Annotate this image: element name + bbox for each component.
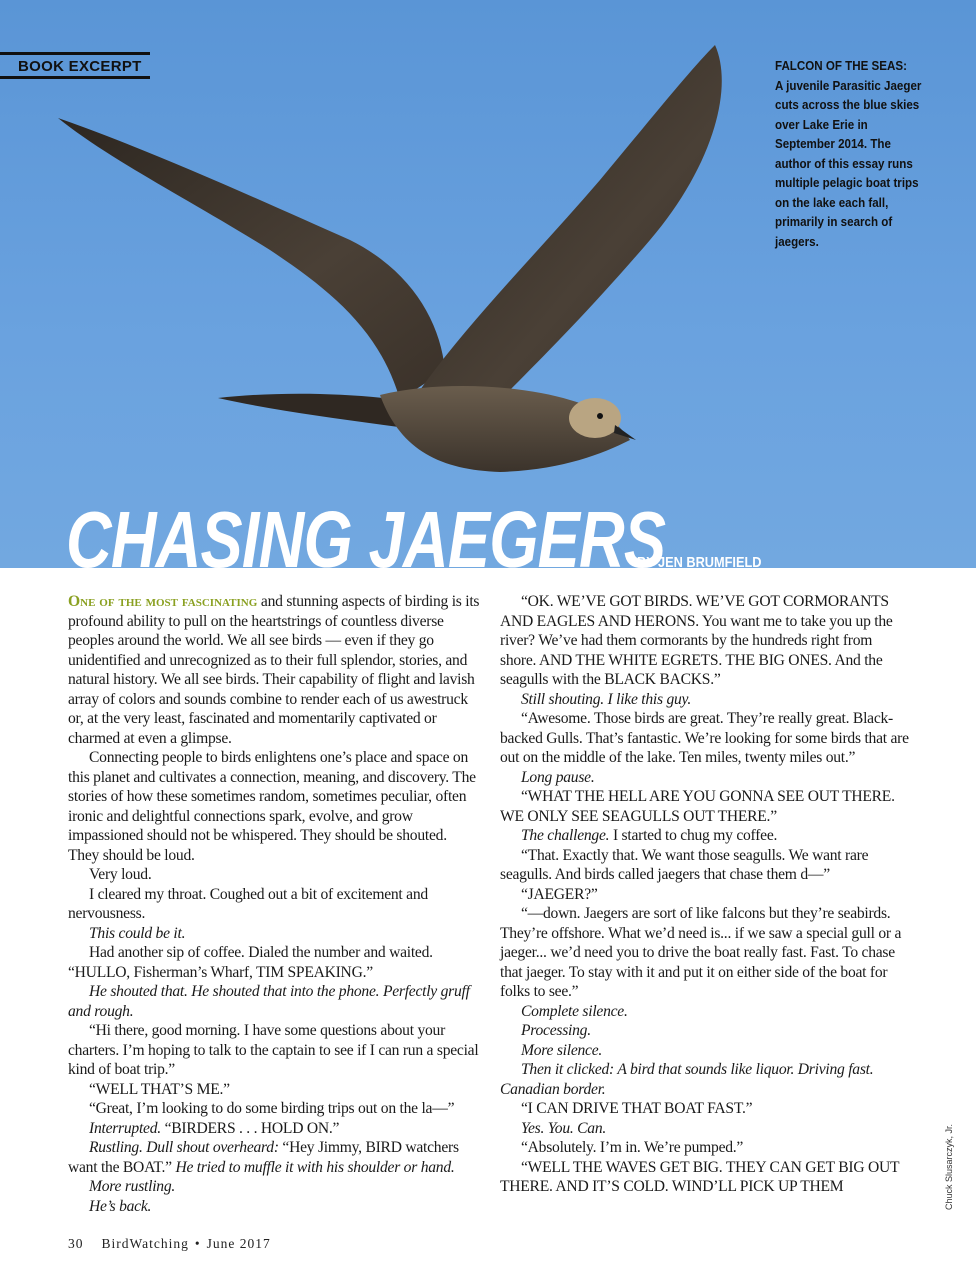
italic-text: Yes. You. Can. — [521, 1119, 607, 1137]
italic-text: More rustling. — [89, 1178, 176, 1195]
caption-body: A juvenile Parasitic Jaeger cuts across the blue skies over Lake Erie in September 2014. The author of this essay runs multiple pelagic boat trips on the lake each fall, primarily in search of jaegers. — [775, 78, 922, 249]
hero-photo — [0, 0, 976, 568]
article-paragraph — [68, 1099, 480, 1119]
article-paragraph — [500, 1138, 910, 1158]
body-text: “WELL THAT’S ME.” — [89, 1080, 230, 1098]
article-title: CHASING JAEGERS — [66, 495, 666, 568]
article-paragraph — [68, 865, 480, 885]
article-paragraph — [500, 904, 910, 1002]
body-text: “Hey Jimmy, BIRD watchers want the BOAT.” — [68, 1139, 459, 1176]
body-text: I cleared my throat. Coughed out a bit of excitement and nervousness. — [68, 885, 428, 922]
article-paragraph — [500, 1002, 910, 1022]
issue-date: June 2017 — [206, 1236, 271, 1251]
body-text: “WHAT THE HELL ARE YOU GONNA SEE OUT THERE. WE ONLY SEE SEAGULLS OUT THERE.” — [500, 788, 895, 825]
article-paragraph — [68, 1177, 480, 1197]
italic-text: Complete silence. — [521, 1002, 628, 1020]
italic-text: This could be it. — [89, 924, 186, 942]
body-text: “I CAN DRIVE THAT BOAT FAST.” — [521, 1100, 753, 1117]
article-paragraph — [500, 885, 910, 905]
italic-text: Then it clicked: A bird that sounds like liquor. Driving fast. Canadian border. — [500, 1061, 874, 1098]
article-paragraph — [500, 1119, 910, 1139]
article-paragraph — [68, 1197, 480, 1217]
body-text: “Hi there, good morning. I have some questions about your charters. I’m hoping to talk to the captain to see if I can run a special kind of boat trip.” — [68, 1022, 479, 1078]
article-column-left — [68, 592, 480, 1216]
body-text: “WELL THE WAVES GET BIG. THEY CAN GET BIG OUT THERE. AND IT’S COLD. WIND’LL PICK UP THEM — [500, 1158, 899, 1195]
body-text: “BIRDERS . . . HOLD ON.” — [160, 1119, 340, 1137]
caption-head: FALCON OF THE SEAS: — [775, 59, 907, 73]
body-text: Very loud. — [89, 866, 152, 883]
article-paragraph — [500, 846, 910, 885]
article-paragraph — [68, 885, 480, 924]
photo-credit: Chuck Slusarczyk, Jr. — [944, 1123, 954, 1210]
article-paragraph — [68, 943, 480, 982]
article-paragraph — [500, 592, 910, 690]
section-tag: BOOK EXCERPT — [0, 52, 150, 79]
footer-separator: • — [194, 1236, 201, 1251]
page-footer — [68, 1236, 289, 1252]
photo-caption — [775, 57, 922, 252]
article-paragraph — [68, 1080, 480, 1100]
byline: BY JEN BRUMFIELD — [637, 554, 762, 568]
article-paragraph — [500, 1021, 910, 1041]
body-text: “That. Exactly that. We want those seagulls. We want rare seagulls. And birds called jaegers that chase them d—” — [500, 846, 869, 883]
italic-text: Processing. — [521, 1022, 591, 1039]
italic-text: He tried to muffle it with his shoulder or hand. — [175, 1158, 455, 1176]
body-text: “JAEGER?” — [521, 885, 598, 903]
magazine-name: BirdWatching — [101, 1236, 189, 1251]
italic-text: More silence. — [521, 1041, 603, 1059]
article-paragraph — [500, 826, 910, 846]
body-text: “OK. WE’VE GOT BIRDS. WE’VE GOT CORMORANTS AND EAGLES AND HERONS. You want me to take you up the river? We’ve had them cormorants by the hundreds right from shore. AND THE WHITE EGRETS. THE BIG ONES. And the seagulls with the BLACK BACKS.” — [500, 593, 893, 688]
italic-text: He shouted that. He shouted that into the phone. Perfectly gruff and rough. — [68, 983, 470, 1020]
italic-text: Still shouting. I like this guy. — [521, 690, 692, 708]
right-wing — [420, 45, 722, 400]
body-text: “—down. Jaegers are sort of like falcons but they’re seabirds. They’re offshore. What we’d need is... if we saw a special gull or a jaeger... we’d need you to drive the boat really fast. Fast. To chase that jaeger. To stay with it and put it on either side of the boat for folks to see.” — [500, 905, 902, 1000]
article-paragraph — [500, 768, 910, 788]
italic-text: He’s back. — [89, 1197, 152, 1215]
body-text: and stunning aspects of birding is its profound ability to pull on the heartstrings of countless diverse peoples around the world. We all see birds — even if they go unidentified and unrecognized as to their full splendor, stories, and natural history. We all see birds. Their capability of flight and lavish array of colors and sounds combine to render each of us awestruck or, at the very least, fascinated and momentarily captivated or charmed at even a glimpse. — [68, 593, 480, 747]
article-paragraph — [500, 1060, 910, 1099]
italic-text: Interrupted. — [89, 1119, 161, 1137]
body-text: “Awesome. Those birds are great. They’re really great. Black-backed Gulls. That’s fantastic. We’re looking for some birds that are out on the middle of the lake. Ten miles, twenty miles out.” — [500, 710, 909, 766]
italic-text: Long pause. — [521, 768, 595, 786]
page-number: 30 — [68, 1236, 84, 1251]
article-paragraph — [500, 690, 910, 710]
italic-text: The challenge. — [521, 827, 610, 844]
article-paragraph — [500, 787, 910, 826]
article-paragraph — [68, 1021, 480, 1080]
article-paragraph — [500, 1041, 910, 1061]
article-paragraph — [500, 709, 910, 768]
article-paragraph — [68, 1138, 480, 1177]
article-column-right — [500, 592, 910, 1197]
article-paragraph — [68, 982, 480, 1021]
body-text: Connecting people to birds enlightens one’s place and space on this planet and cultivates a connection, meaning, and discovery. The stories of how these sometimes random, sometimes peculiar, often ironic and delightful connections spark, evolve, and grow impassioned should not be whispered. They should be shouted. They should be loud. — [68, 749, 476, 864]
body-text: “Absolutely. I’m in. We’re pumped.” — [521, 1139, 744, 1156]
body-text: “Great, I’m looking to do some birding trips out on the la—” — [89, 1100, 455, 1117]
article-paragraph — [500, 1158, 910, 1197]
lead-in-text: One of the most fascinating — [68, 593, 258, 610]
body-text: Had another sip of coffee. Dialed the number and waited. “HULLO, Fisherman’s Wharf, TIM SPEAKING.” — [68, 944, 433, 981]
article-paragraph — [68, 1119, 480, 1139]
article-paragraph — [68, 592, 480, 748]
article-paragraph — [500, 1099, 910, 1119]
article-paragraph — [68, 748, 480, 865]
body-text: I started to chug my coffee. — [609, 827, 778, 844]
left-wing — [58, 118, 445, 400]
italic-text: Rustling. Dull shout overheard: — [89, 1139, 279, 1156]
article-paragraph — [68, 924, 480, 944]
